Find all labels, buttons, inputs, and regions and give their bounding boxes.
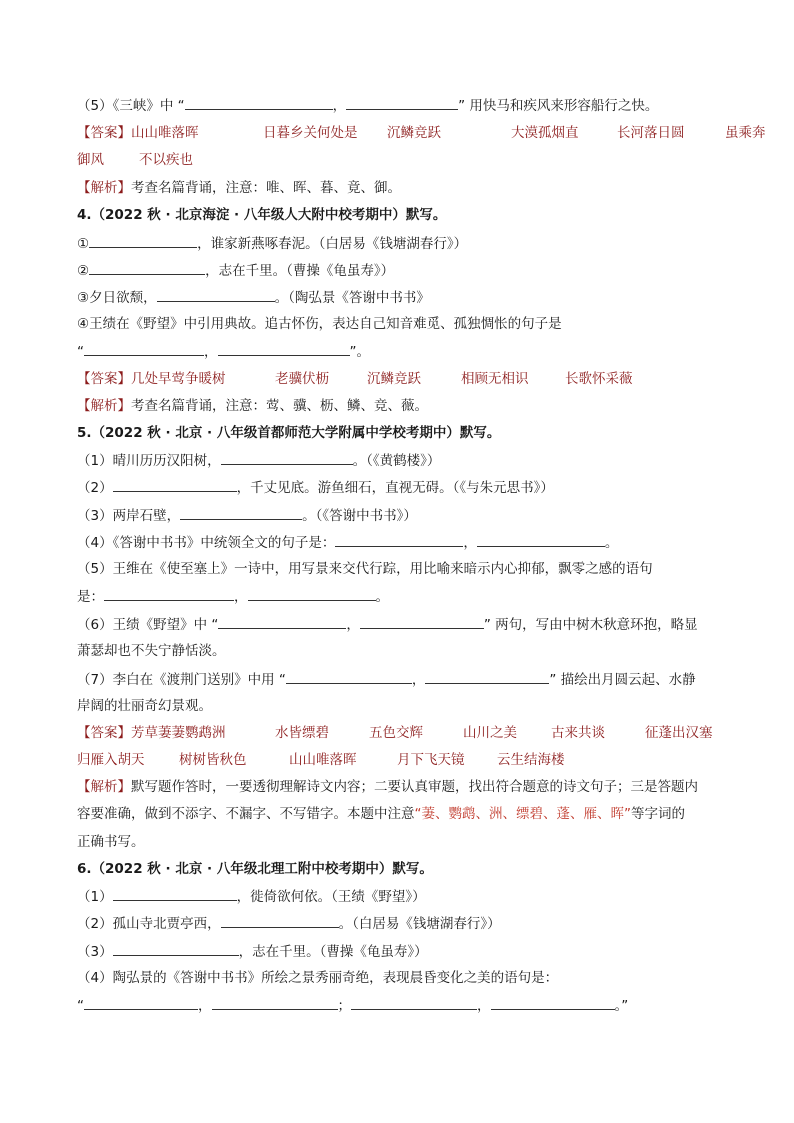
answer-item: 虽乘奔	[725, 125, 766, 141]
q-item	[77, 888, 722, 905]
analysis-line	[77, 398, 722, 414]
item-suffix: ” 两句，写由中树木秋意环抱，略显	[483, 617, 698, 633]
answer-item: 月下飞天镜	[397, 752, 465, 768]
q-item	[77, 343, 722, 360]
analysis-text: 考查名篇背诵，注意：莺、骥、枥、鳞、竞、薇。	[131, 398, 428, 414]
item-sep: ，	[204, 344, 218, 360]
item-suffix: 。（陶弘景《答谢中书书》	[274, 290, 430, 306]
analysis-label: 【解析】	[77, 180, 131, 196]
item-prefix: （6）王绩《野望》中 “	[77, 617, 219, 633]
q-item	[77, 289, 722, 306]
answer-blank[interactable]	[89, 262, 205, 275]
analysis-line: 正确书写。	[77, 834, 145, 850]
q-item	[77, 915, 722, 932]
answer-line	[77, 752, 722, 768]
answer-blank[interactable]	[157, 289, 275, 302]
answer-blank[interactable]	[360, 616, 484, 629]
answer-item: 大漠孤烟直	[511, 125, 579, 141]
answer-item: 云生结海楼	[497, 752, 565, 768]
answer-blank[interactable]	[221, 915, 339, 928]
item-sep: ，	[477, 998, 491, 1014]
answer-blank[interactable]	[335, 534, 463, 547]
answer-blank[interactable]	[185, 97, 333, 110]
item-prefix: 是：	[77, 589, 104, 605]
analysis-text: 容要准确，做到不添字、不漏字、不写错字。本题中注意	[77, 806, 415, 822]
analysis-label: 【解析】	[77, 398, 131, 414]
q-item	[77, 943, 722, 960]
item-suffix: ，志在千里。（曹操《龟虽寿》）	[238, 944, 428, 960]
answer-blank[interactable]	[425, 671, 549, 684]
item-prefix: （3）两岸石壁，	[77, 508, 181, 524]
item-prefix: （2）	[77, 480, 113, 496]
answer-line	[77, 125, 766, 141]
item-suffix: ，千丈见底。游鱼细石，直视无碍。（《与朱元思书》）	[236, 480, 554, 496]
item-suffix: ，志在千里。（曹操《龟虽寿》）	[205, 263, 395, 279]
answer-item: 山山唯落晖	[131, 125, 199, 141]
q-item-text: （5）王维在《使至塞上》一诗中，用写景来交代行踪，用比喻来暗示内心抑郁，飘零之感的语句	[77, 561, 653, 577]
question-heading: 5.（2022 秋 · 北京 · 八年级首都师范大学附属中学校考期中）默写。	[77, 425, 501, 441]
item-suffix: 。	[604, 535, 619, 551]
answer-item: 五色交辉	[369, 725, 423, 741]
item-prefix: ③夕日欲颓，	[77, 290, 157, 306]
item-suffix: 。”	[614, 998, 629, 1014]
item-prefix: （2）孤山寺北贾亭西，	[77, 916, 221, 932]
answer-label: 【答案】	[77, 725, 131, 741]
item-suffix: ” 描绘出月圆云起、水静	[549, 672, 696, 688]
item-suffix: 。（《答谢中书书》）	[302, 508, 417, 524]
q-item-cont: 岸阔的壮丽奇幻景观。	[77, 698, 212, 714]
item-suffix: ，谁家新燕啄春泥。（白居易《钱塘湖春行》）	[197, 236, 468, 252]
answer-item: 御风	[77, 152, 104, 168]
q-item	[77, 262, 722, 279]
item-suffix: 。	[375, 589, 389, 605]
analysis-text: 考查名篇背诵，注意：唯、晖、暮、竟、御。	[131, 180, 401, 196]
q-item	[77, 452, 722, 469]
item-prefix: ②	[77, 263, 90, 279]
answer-blank[interactable]	[84, 343, 204, 356]
item-prefix: （1）晴川历历汉阳树，	[77, 453, 221, 469]
question-heading: 4.（2022 秋 · 北京海淀 · 八年级人大附中校考期中）默写。	[77, 207, 447, 223]
item-prefix: “	[77, 344, 84, 360]
item-sep: ，	[411, 672, 426, 688]
q-item	[77, 479, 722, 496]
analysis-line	[77, 779, 722, 795]
answer-blank[interactable]	[218, 616, 346, 629]
item-suffix: 。（《黄鹤楼》）	[352, 453, 441, 469]
item-prefix: （4）《答谢中书书》中统领全文的句子是：	[77, 535, 336, 551]
item-prefix: （5）《三峡》中 “	[77, 98, 185, 114]
q-item	[77, 997, 722, 1014]
answer-blank[interactable]	[84, 997, 198, 1010]
answer-item: 归雁入胡天	[77, 752, 145, 768]
q-item	[77, 235, 722, 252]
answer-item: 几处早莺争暖树	[131, 371, 226, 387]
answer-blank[interactable]	[221, 452, 353, 465]
analysis-text: 等字词的	[631, 806, 685, 822]
item-prefix: ①	[77, 236, 90, 252]
item-prefix: “	[77, 998, 84, 1014]
answer-blank[interactable]	[218, 343, 350, 356]
item-suffix: ” 用快马和疾风来形容船行之快。	[458, 98, 659, 114]
answer-line	[77, 725, 722, 741]
answer-blank[interactable]	[89, 235, 197, 248]
answer-blank[interactable]	[104, 588, 234, 601]
item-sep: ，	[463, 535, 477, 551]
q-item	[77, 507, 722, 524]
answer-blank[interactable]	[113, 943, 239, 956]
q-item	[77, 534, 722, 551]
answer-item: 相顾无相识	[461, 371, 529, 387]
item-sep: ，	[198, 998, 212, 1014]
answer-line	[77, 152, 722, 168]
answer-item: 征蓬出汉塞	[645, 725, 713, 741]
item-sep: ；	[337, 998, 351, 1014]
answer-label: 【答案】	[77, 371, 131, 387]
answer-item: 老骥伏枥	[275, 371, 329, 387]
q-item-cont: 萧瑟却也不失宁静恬淡。	[77, 643, 226, 659]
analysis-emphasis: “萋、鹦鹉、洲、缥碧、蓬、雁、晖”	[414, 806, 631, 822]
answer-blank[interactable]	[212, 997, 338, 1010]
q-item-text: （4）陶弘景的《答谢中书书》所绘之景秀丽奇绝，表现晨昏变化之美的语句是：	[77, 970, 559, 986]
q-item-three-gorges: （5）《三峡》中 “ ， ” 用快马和疾风来形容船行之快。	[77, 98, 659, 114]
analysis-label: 【解析】	[77, 779, 131, 795]
answer-item: 芳草萋萋鹦鹉洲	[131, 725, 226, 741]
question-heading: 6.（2022 秋 · 北京 · 八年级北理工附中校考期中）默写。	[77, 861, 433, 877]
answer-item: 沉鳞竞跃	[387, 125, 441, 141]
answer-item: 长歌怀采薇	[565, 371, 633, 387]
answer-item: 树树皆秋色	[179, 752, 247, 768]
answer-item: 山川之美	[463, 725, 517, 741]
q-item-text: ④王绩在《野望》中引用典故。追古怀伤，表达自己知音难觅、孤独惆怅的句子是	[77, 316, 562, 332]
q-item	[77, 616, 722, 633]
q-item	[77, 671, 722, 688]
item-prefix: （7）李白在《渡荆门送别》中用 “	[77, 672, 286, 688]
q-item	[77, 588, 722, 605]
answer-blank[interactable]	[113, 888, 237, 901]
answer-item: 沉鳞竞跃	[367, 371, 421, 387]
answer-blank[interactable]	[477, 534, 605, 547]
answer-item: 水皆缥碧	[275, 725, 329, 741]
analysis-text: 默写题作答时，一要透彻理解诗文内容；二要认真审题，找出符合题意的诗文句子；三是答题内	[131, 779, 698, 795]
item-prefix: （1）	[77, 889, 113, 905]
answer-blank[interactable]	[180, 507, 302, 520]
answer-blank[interactable]	[248, 588, 376, 601]
answer-blank[interactable]	[351, 997, 477, 1010]
answer-item: 山山唯落晖	[289, 752, 357, 768]
answer-blank[interactable]	[346, 97, 458, 110]
item-suffix: ”。	[349, 344, 370, 360]
answer-item: 不以疾也	[139, 152, 193, 168]
analysis-line	[77, 806, 722, 822]
answer-item: 长河落日圆	[617, 125, 685, 141]
item-prefix: （3）	[77, 944, 113, 960]
item-suffix: ，徙倚欲何依。（王绩《野望》）	[236, 889, 426, 905]
answer-item: 日暮乡关何处是	[263, 125, 358, 141]
answer-item: 古来共谈	[551, 725, 605, 741]
answer-blank[interactable]	[491, 997, 615, 1010]
item-sep: ，	[234, 589, 248, 605]
analysis-line	[77, 180, 722, 196]
item-suffix: 。（白居易《钱塘湖春行》）	[338, 916, 501, 932]
answer-label: 【答案】	[77, 125, 131, 141]
answer-line	[77, 371, 722, 387]
answer-blank[interactable]	[113, 479, 237, 492]
item-sep: ，	[346, 617, 360, 633]
answer-blank[interactable]	[286, 671, 412, 684]
